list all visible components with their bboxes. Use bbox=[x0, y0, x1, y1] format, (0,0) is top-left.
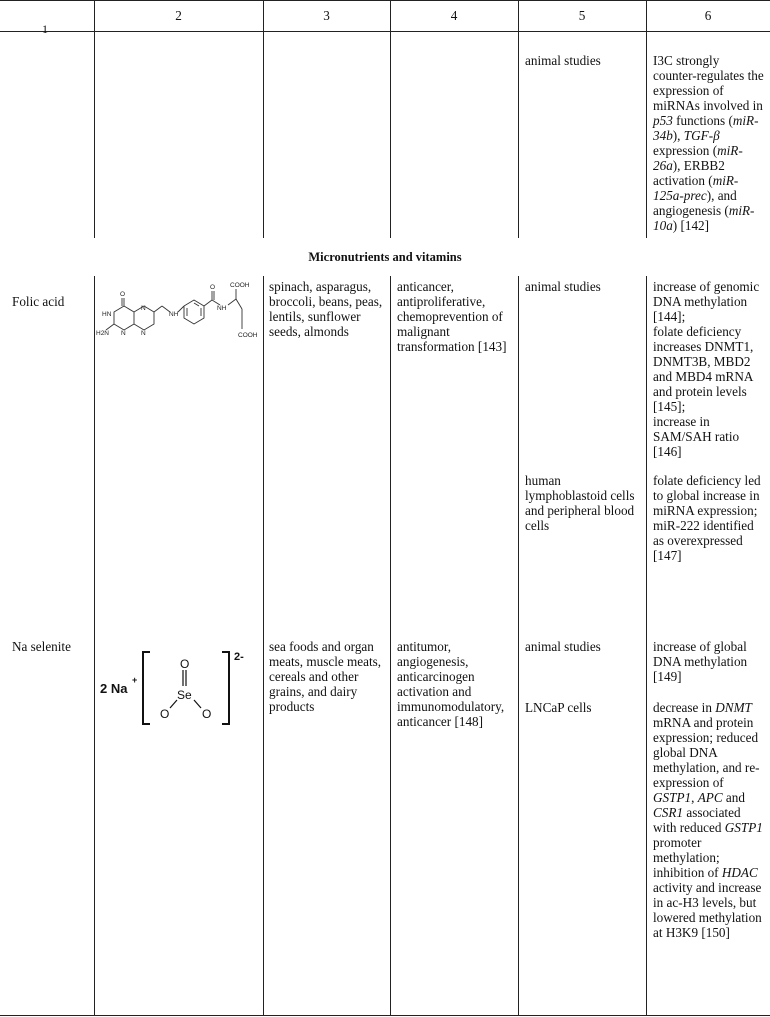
selenite-effects-1: increase of global DNA methylation [149] bbox=[653, 639, 748, 684]
continued-model: animal studies bbox=[525, 53, 601, 68]
selenite-name: Na selenite bbox=[12, 639, 71, 654]
header-col-1: 1 bbox=[42, 22, 48, 36]
col-divider-3b bbox=[390, 276, 391, 1016]
section-title: Micronutrients and vitamins bbox=[308, 250, 462, 264]
col-divider-2 bbox=[263, 0, 264, 238]
selenite-model-1: animal studies bbox=[525, 639, 601, 654]
folic-n-label-3: N bbox=[121, 330, 126, 337]
folic-h2n-label: H2N bbox=[96, 330, 110, 337]
selenite-o-right-label: O bbox=[202, 707, 212, 721]
folic-sources: spinach, asparagus, broccoli, beans, peas, lentils, sunflower seeds, almonds bbox=[269, 279, 383, 339]
selenite-na-label: 2 Na bbox=[100, 681, 128, 696]
folic-acid-structure bbox=[96, 279, 262, 351]
selenite-charge-label: 2- bbox=[234, 651, 244, 663]
col-divider-1b bbox=[94, 276, 95, 1016]
folic-effect-1b: folate deficiency increases DNMT1, DNMT3B, MBD2 and MBD4 mRNA and protein levels [145]; bbox=[653, 324, 754, 414]
folic-effects-2: folate deficiency led to global increase in miRNA expression; miR-222 identified as overexpressed [147] bbox=[653, 473, 761, 563]
col-divider-2b bbox=[263, 276, 264, 1016]
col-divider-1 bbox=[94, 0, 95, 238]
folic-nh-label: NH bbox=[169, 311, 179, 318]
folic-nh-label-2: NH bbox=[217, 305, 227, 312]
selenite-sources: sea foods and organ meats, muscle meats, cereals and other grains, and dairy products bbox=[269, 639, 382, 714]
folic-cooh-label-2: COOH bbox=[238, 332, 258, 339]
folic-o-label: O bbox=[120, 291, 126, 298]
selenite-o-left-label: O bbox=[160, 707, 170, 721]
folic-model-1: animal studies bbox=[525, 279, 601, 294]
selenite-o-top-label: O bbox=[180, 657, 190, 671]
table-top-border bbox=[0, 0, 770, 1]
folic-hn-label: HN bbox=[102, 311, 112, 318]
col-divider-3 bbox=[390, 0, 391, 238]
header-col-6: 6 bbox=[704, 8, 712, 23]
col-divider-5b bbox=[646, 276, 647, 1016]
header-bottom-border bbox=[0, 31, 770, 32]
folic-activity: anticancer, antiproliferative, chemoprevention of malignant transformation [143] bbox=[397, 279, 507, 354]
col-divider-4 bbox=[518, 0, 519, 238]
header-col-2: 2 bbox=[175, 8, 182, 23]
header-col-3: 3 bbox=[323, 8, 330, 23]
folic-effect-1a: increase of genomic DNA methylation [144]; bbox=[653, 279, 760, 324]
header-col-4: 4 bbox=[450, 8, 458, 23]
folic-cooh-label: COOH bbox=[230, 282, 250, 289]
selenite-effects-2: decrease in DNMT mRNA and protein expression; reduced global DNA methylation, and re-expression of GSTP1, APC and CSR1 associated with reduced GSTP1 promoter methylation; inhibition of HDAC activity and increase in ac-H3 levels, but lowered methylation at H3K9 [150] bbox=[653, 700, 763, 940]
selenite-plus-label: + bbox=[132, 675, 138, 685]
header-col-5: 5 bbox=[578, 8, 586, 23]
selenite-se-label: Se bbox=[177, 688, 192, 702]
selenite-activity: antitumor, angiogenesis, anticarcinogen activation and immunomodulatory, anticancer [148] bbox=[397, 639, 505, 729]
col-divider-4b bbox=[518, 276, 519, 1016]
folic-model-2: human lymphoblastoid cells and peripheral blood cells bbox=[525, 473, 635, 533]
selenite-model-2: LNCaP cells bbox=[525, 700, 592, 715]
folic-n-label: N bbox=[141, 305, 146, 312]
continued-effect: I3C strongly counter-regulates the expression of miRNAs involved in p53 functions (miR-34b), TGF-β expression (miR-26a), ERBB2 activation (miR-125a-prec), and angiogenesis (miR-10a) [142] bbox=[653, 53, 764, 233]
table-bottom-border bbox=[0, 1015, 770, 1016]
folic-n-label-2: N bbox=[141, 330, 146, 337]
folic-effects-1 bbox=[653, 279, 767, 459]
folic-name: Folic acid bbox=[12, 294, 65, 309]
col-divider-5 bbox=[646, 0, 647, 238]
selenite-structure bbox=[98, 640, 248, 730]
folic-o-label-2: O bbox=[210, 284, 216, 291]
folic-effect-1c: increase in SAM/SAH ratio [146] bbox=[653, 414, 740, 459]
